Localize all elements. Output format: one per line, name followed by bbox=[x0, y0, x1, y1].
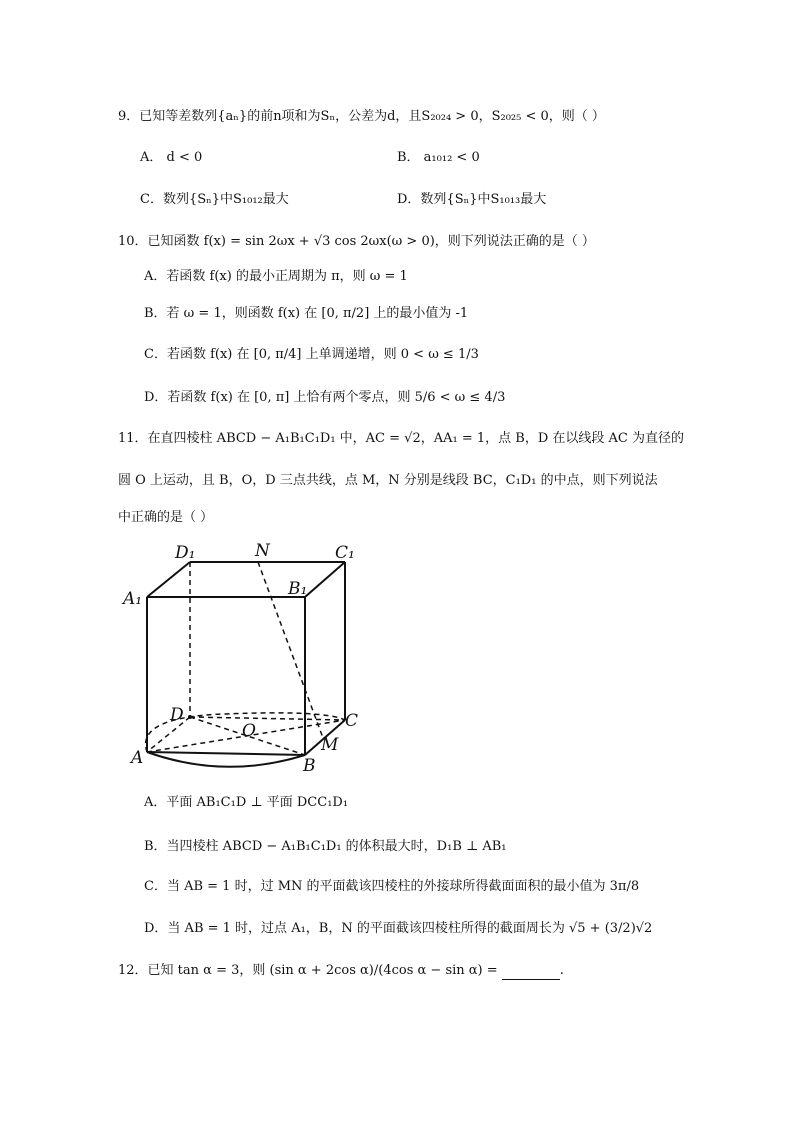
answer-blank[interactable] bbox=[502, 965, 560, 980]
label-o: O bbox=[242, 721, 256, 741]
q10-option-a: A．若函数 f(x) 的最小正周期为 π，则 ω = 1 bbox=[144, 269, 408, 284]
label-a1: A₁ bbox=[123, 589, 143, 609]
q9-option-b: B． a₁₀₁₂ < 0 bbox=[397, 150, 480, 165]
q9-option-c: C．数列{Sₙ}中S₁₀₁₂最大 bbox=[140, 192, 289, 207]
label-m: M bbox=[321, 735, 339, 755]
label-n: N bbox=[255, 541, 270, 561]
q11-option-a: A．平面 AB₁C₁D ⊥ 平面 DCC₁D₁ bbox=[144, 795, 349, 810]
label-d1: D₁ bbox=[175, 543, 196, 563]
label-b: B bbox=[303, 756, 316, 776]
edge-a1-d1 bbox=[147, 562, 190, 597]
q12-stem: 12．已知 tan α = 3，则 (sin α + 2cos α)/(4cos α − sin α) = bbox=[118, 963, 498, 978]
q9-option-d: D．数列{Sₙ}中S₁₀₁₃最大 bbox=[397, 192, 547, 207]
point-d bbox=[188, 715, 192, 719]
q10-option-b: B．若 ω = 1，则函数 f(x) 在 [0, π/2] 上的最小值为 -1 bbox=[144, 306, 469, 321]
q12-line bbox=[118, 962, 564, 980]
q12-tail: . bbox=[559, 963, 564, 978]
q11-option-d: D．当 AB = 1 时，过点 A₁，B，N 的平面截该四棱柱所得的截面周长为 √5 + (3/2)√2 bbox=[144, 921, 653, 936]
prism-figure bbox=[115, 542, 375, 774]
label-a: A bbox=[131, 748, 144, 768]
q11-option-c: C．当 AB = 1 时，过 MN 的平面截该四棱柱的外接球所得截面面积的最小值为 3π/8 bbox=[144, 879, 640, 894]
prism-diagram bbox=[115, 542, 375, 774]
edge-b1-c1 bbox=[305, 562, 345, 597]
edge-ab bbox=[147, 752, 305, 755]
edge-dc bbox=[190, 717, 345, 720]
label-c1: C₁ bbox=[335, 543, 355, 563]
q10-stem: 10．已知函数 f(x) = sin 2ωx + √3 cos 2ωx(ω > 0)，则下列说法正确的是（ ） bbox=[118, 234, 595, 249]
label-d: D bbox=[170, 705, 184, 725]
q10-option-c: C．若函数 f(x) 在 [0, π/4] 上单调递增，则 0 < ω ≤ 1/3 bbox=[144, 347, 479, 362]
q9-option-a: A． d < 0 bbox=[140, 150, 203, 165]
q11-stem-line1: 11．在直四棱柱 ABCD − A₁B₁C₁D₁ 中，AC = √2，AA₁ = 1，点 B，D 在以线段 AC 为直径的 bbox=[118, 431, 684, 446]
q11-stem-line2: 圆 O 上运动，且 B，O，D 三点共线，点 M，N 分别是线段 BC，C₁D₁ 的中点，则下列说法 bbox=[118, 473, 658, 488]
label-c: C bbox=[345, 711, 359, 731]
label-b1: B₁ bbox=[288, 579, 308, 599]
q10-option-d: D．若函数 f(x) 在 [0, π] 上恰有两个零点，则 5/6 < ω ≤ 4/3 bbox=[144, 390, 506, 405]
q11-stem-line3: 中正确的是（ ） bbox=[118, 510, 214, 525]
q11-option-b: B．当四棱柱 ABCD − A₁B₁C₁D₁ 的体积最大时，D₁B ⊥ AB₁ bbox=[144, 839, 507, 854]
q9-stem: 9．已知等差数列{aₙ}的前n项和为Sₙ，公差为d，且S₂₀₂₄ > 0，S₂₀₂₅ < 0，则（ ） bbox=[118, 109, 605, 124]
